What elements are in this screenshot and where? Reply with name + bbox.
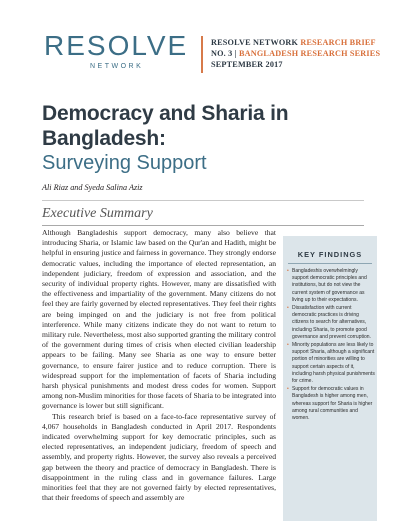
paragraph: This research brief is based on a face-to-face representative survey of 4,067 households in Bangladesh conducted in April 2017. Respondents indicated overwhelming support for key democratic principles, such as elected representatives, an independent judiciary, freedom of speech and assembly, and property rights. However, the survey also reveals a perceived gap between the theory and practice of democracy in Bangladesh. There is disappointment in the ruling class and in governance failures. Large minorities feel that they are not governed fairly by elected representatives, that their freedoms of speech and assembly are [42,411,276,503]
brief-research-series: BANGLADESH RESEARCH SERIES [238,49,381,58]
list-item: • Minority populations are less likely to support Sharia, although a significant portion of minorities are willing to support certain aspects of it, including harsh physical punishments for crime. [287,342,375,385]
list-item: • Bangladeshis overwhelmingly support democratic principles and institutions, but do not view the current system of governance as living up to their expectations. [287,268,375,304]
executive-summary-body [42,228,276,503]
brief-date: SEPTEMBER 2017 [211,60,283,69]
document-subtitle: Surveying Support [42,152,207,174]
brief-number: NO. 3 | [211,49,239,58]
authors: Ali Riaz and Syeda Salina Aziz [42,183,143,192]
document-title [42,101,288,151]
section-rule-top [42,200,364,201]
section-rule-bottom [42,225,364,226]
key-findings-list [287,268,375,423]
key-findings-title: KEY FINDINGS [297,250,363,259]
brief-series-label: RESOLVE NETWORK [211,38,301,47]
logo-subtitle: NETWORK [90,63,144,70]
key-findings-divider [288,263,372,264]
title-line-2: Bangladesh: [42,127,166,150]
header-divider [201,36,203,73]
brief-info [211,37,380,70]
section-heading: Executive Summary [42,206,153,221]
paragraph: Although Bangladeshis support democracy, many also believe that introducing Sharia, or Islamic law based on the Qur'an and Hadith, might be helpful in ensuring justice and fairness in governance. They strongly endorse democratic values, including the importance of elected representation, an independent judiciary, freedom of expression and association, and the security of individual property rights. However, many are dissatisfied with the effectiveness and impartiality of the government. Many citizens do not feel they are fairly governed by elected representatives. They feel their rights are being impinged on and the judiciary is not free from political interference. While many citizens indicate they do not want to return to military rule. Nevertheless, most also supported granting the military control of the government during times of crisis when elected civilian leadership appears to be failing. Many see Sharia as one way to ensure better governance, to ensure fairer justice and to reduce corruption. There is widespread support for the implementation of facets of Sharia including harsh physical punishments and modest dress codes for women. Support among non-Muslim minorities for those facets of Sharia to be integrated into governance is lower but still significant. [42,228,276,411]
list-item: • Dissatisfaction with current democratic practices is driving citizens to search for alternatives, including Sharia, to promote good governance and prevent corruption. [287,305,375,341]
list-item: • Support for democratic values in Bangladesh is higher among men, whereas support for Sharia is higher among rural communities and women. [287,386,375,422]
brief-type-label: RESEARCH BRIEF [300,38,376,47]
title-line-1: Democracy and Sharia in [42,102,289,125]
resolve-logo: RESOLVE [44,30,189,61]
